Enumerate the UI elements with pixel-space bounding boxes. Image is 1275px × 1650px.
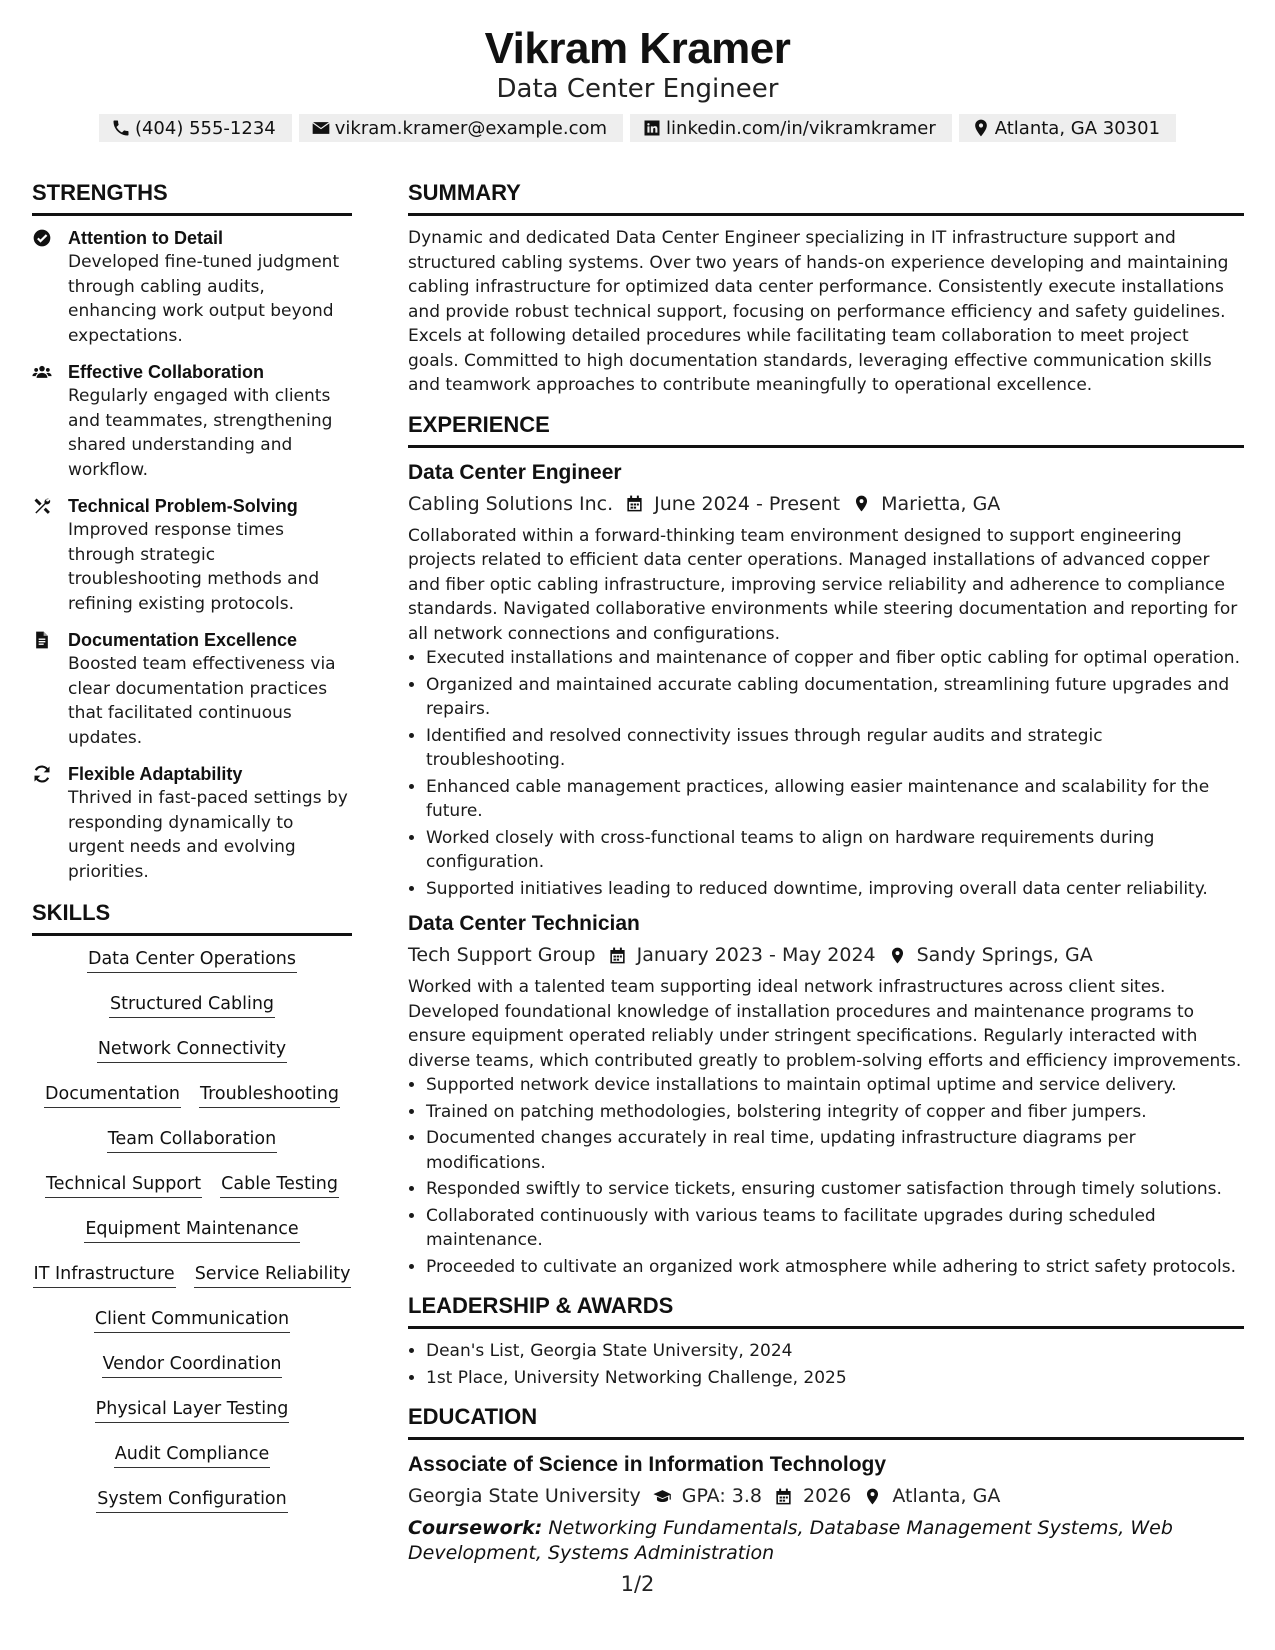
strength-title: Effective Collaboration — [68, 362, 265, 382]
job-entry — [408, 458, 1244, 902]
list-item: • Identified and resolved connectivity issues through regular audits and strategic troubleshooting. — [426, 724, 1244, 773]
page-number: 1/2 — [620, 1572, 655, 1596]
candidate-name: Vikram Kramer — [484, 24, 791, 73]
phone-icon — [111, 118, 131, 138]
strength-title: Documentation Excellence — [68, 630, 298, 650]
users-icon — [32, 362, 52, 382]
skill-tag: Data Center Operations — [87, 946, 297, 973]
education-location: Atlanta, GA — [892, 1485, 1001, 1507]
skill-tag: System Configuration — [96, 1486, 288, 1513]
skill-tag: Technical Support — [45, 1171, 202, 1198]
skill-tag: Equipment Maintenance — [84, 1216, 299, 1243]
job-entry — [408, 909, 1244, 1279]
education-year: 2026 — [803, 1485, 852, 1507]
school-name: Georgia State University — [408, 1485, 641, 1507]
linkedin-icon — [642, 118, 662, 138]
degree-title: Associate of Science in Information Technology — [408, 1453, 887, 1476]
job-bullets — [408, 1073, 1244, 1279]
skill-tag: Audit Compliance — [114, 1441, 270, 1468]
envelope-icon — [311, 118, 331, 138]
strength-item — [32, 360, 352, 482]
contact-bar — [0, 114, 1275, 142]
map-pin-icon — [852, 494, 871, 513]
contact-email-text: vikram.kramer@example.com — [334, 117, 608, 139]
skills-list — [32, 946, 352, 1531]
list-item: • Documented changes accurately in real time, updating infrastructure diagrams per modifications. — [426, 1126, 1244, 1175]
left-column — [32, 178, 352, 1531]
job-meta — [408, 939, 1244, 971]
skill-tag: Client Communication — [94, 1306, 290, 1333]
map-pin-icon — [863, 1487, 882, 1506]
calendar-icon — [608, 946, 627, 965]
skill-tag: Cable Testing — [220, 1171, 339, 1198]
list-item: • Enhanced cable management practices, allowing easier maintenance and scalability for the future. — [426, 775, 1244, 824]
candidate-title: Data Center Engineer — [496, 74, 779, 104]
contact-location — [959, 114, 1176, 142]
strength-description: Improved response times through strategic troubleshooting methods and refining existing protocols. — [68, 520, 320, 614]
strength-description: Developed fine-tuned judgment through cabling audits, enhancing work output beyond expectations. — [68, 252, 340, 346]
job-title: Data Center Engineer — [408, 460, 622, 484]
map-pin-icon — [971, 118, 991, 138]
strength-item — [32, 226, 352, 348]
job-meta — [408, 488, 1244, 520]
list-item: • 1st Place, University Networking Challenge, 2025 — [426, 1366, 1244, 1391]
job-description: Collaborated within a forward-thinking team environment designed to support engineering projects related to efficient data center operations. Managed installations of advanced copper and fiber optic cabling infrastructure, improving service reliability and adherence to compliance standards. Navigated collaborative environments while steering documentation and reporting for all network connections and configurations. — [408, 525, 1238, 644]
skill-tag: IT Infrastructure — [33, 1261, 176, 1288]
skills-heading: SKILLS — [32, 898, 352, 936]
education-entry — [408, 1450, 1244, 1566]
education-heading: EDUCATION — [408, 1402, 1244, 1440]
strength-item — [32, 494, 352, 616]
coursework-list: Networking Fundamentals, Database Management Systems, Web Development, Systems Administration — [408, 1517, 1173, 1564]
skill-tag: Service Reliability — [194, 1261, 352, 1288]
coursework-label: Coursework: — [408, 1517, 543, 1539]
job-company: Cabling Solutions Inc. — [408, 492, 614, 515]
job-bullets — [408, 646, 1244, 901]
contact-phone-text: (404) 555-1234 — [134, 117, 276, 139]
strength-description: Thrived in fast-paced settings by responding dynamically to urgent needs and evolving priorities. — [68, 788, 348, 882]
graduation-cap-icon — [653, 1487, 672, 1506]
list-item: • Responded swiftly to service tickets, ensuring customer satisfaction through timely solutions. — [426, 1177, 1244, 1202]
education-gpa: GPA: 3.8 — [681, 1485, 763, 1507]
sync-icon — [32, 764, 52, 784]
job-title: Data Center Technician — [408, 912, 640, 935]
list-item: • Worked closely with cross-functional teams to align on hardware requirements during configuration. — [426, 826, 1244, 875]
coursework — [408, 1516, 1244, 1566]
strengths-heading: STRENGTHS — [32, 178, 352, 216]
document-icon — [32, 630, 52, 650]
strength-item — [32, 762, 352, 884]
skill-tag: Vendor Coordination — [102, 1351, 283, 1378]
job-description: Worked with a talented team supporting ideal network infrastructures across client sites. Developed foundational knowledge of installation procedures and maintenance programs to ensure equipment operated reliably under stringent specifications. Regularly interacted with diverse teams, which contributed greatly to problem-solving efforts and efficiency improvements. — [408, 977, 1242, 1071]
strength-description: Boosted team effectiveness via clear documentation practices that facilitated continuous updates. — [68, 654, 336, 748]
right-column — [408, 178, 1244, 1566]
skill-tag: Network Connectivity — [97, 1036, 287, 1063]
summary-heading: SUMMARY — [408, 178, 1244, 216]
contact-location-text: Atlanta, GA 30301 — [994, 117, 1161, 139]
calendar-icon — [774, 1487, 793, 1506]
list-item: • Collaborated continuously with various teams to facilitate upgrades during scheduled maintenance. — [426, 1204, 1244, 1253]
calendar-icon — [625, 494, 644, 513]
strength-title: Attention to Detail — [68, 228, 223, 248]
contact-linkedin[interactable] — [630, 114, 952, 142]
awards-list — [408, 1339, 1244, 1390]
job-company: Tech Support Group — [408, 944, 596, 966]
awards-heading: LEADERSHIP & AWARDS — [408, 1291, 1244, 1329]
list-item: • Dean's List, Georgia State University, 2024 — [426, 1339, 1244, 1364]
skill-tag: Structured Cabling — [109, 991, 275, 1018]
list-item: • Supported network device installations to maintain optimal uptime and service delivery. — [426, 1073, 1244, 1098]
check-circle-icon — [32, 228, 52, 248]
tools-icon — [32, 496, 52, 516]
strength-title: Technical Problem-Solving — [68, 496, 298, 516]
map-pin-icon — [888, 946, 907, 965]
job-dates: January 2023 - May 2024 — [636, 944, 876, 966]
skill-tag: Troubleshooting — [199, 1081, 340, 1108]
list-item: • Executed installations and maintenance of copper and fiber optic cabling for optimal operation. — [426, 646, 1244, 671]
summary-text: Dynamic and dedicated Data Center Engineer specializing in IT infrastructure support and structured cabling systems. Over two years of hands-on experience developing and maintaining cabling infrastructure for optimized data center performance. Consistently execute installations and provide robust technical support, focusing on performance efficiency and safety guidelines. Excels at following detailed procedures while facilitating team collaboration to meet project goals. Committed to high documentation standards, leveraging effective communication skills and teamwork approaches to contribute meaningfully to operational excellence. — [408, 228, 1229, 395]
education-meta — [408, 1480, 1244, 1512]
skill-tag: Team Collaboration — [107, 1126, 277, 1153]
skill-tag: Physical Layer Testing — [95, 1396, 290, 1423]
job-dates: June 2024 - Present — [654, 492, 841, 515]
strength-item — [32, 628, 352, 750]
list-item: • Supported initiatives leading to reduced downtime, improving overall data center reliability. — [426, 877, 1244, 902]
strength-description: Regularly engaged with clients and teammates, strengthening shared understanding and workflow. — [68, 386, 333, 480]
strength-title: Flexible Adaptability — [68, 764, 243, 784]
job-location: Sandy Springs, GA — [916, 944, 1093, 966]
job-location: Marietta, GA — [881, 492, 1001, 515]
list-item: • Proceeded to cultivate an organized work atmosphere while adhering to strict safety protocols. — [426, 1255, 1244, 1280]
skill-tag: Documentation — [44, 1081, 181, 1108]
contact-linkedin-text: linkedin.com/in/vikramkramer — [666, 117, 936, 139]
contact-phone[interactable] — [99, 114, 292, 142]
contact-email[interactable] — [299, 114, 623, 142]
list-item: • Organized and maintained accurate cabling documentation, streamlining future upgrades and repairs. — [426, 673, 1244, 722]
experience-heading: EXPERIENCE — [408, 410, 1244, 448]
list-item: • Trained on patching methodologies, bolstering integrity of copper and fiber jumpers. — [426, 1100, 1244, 1125]
